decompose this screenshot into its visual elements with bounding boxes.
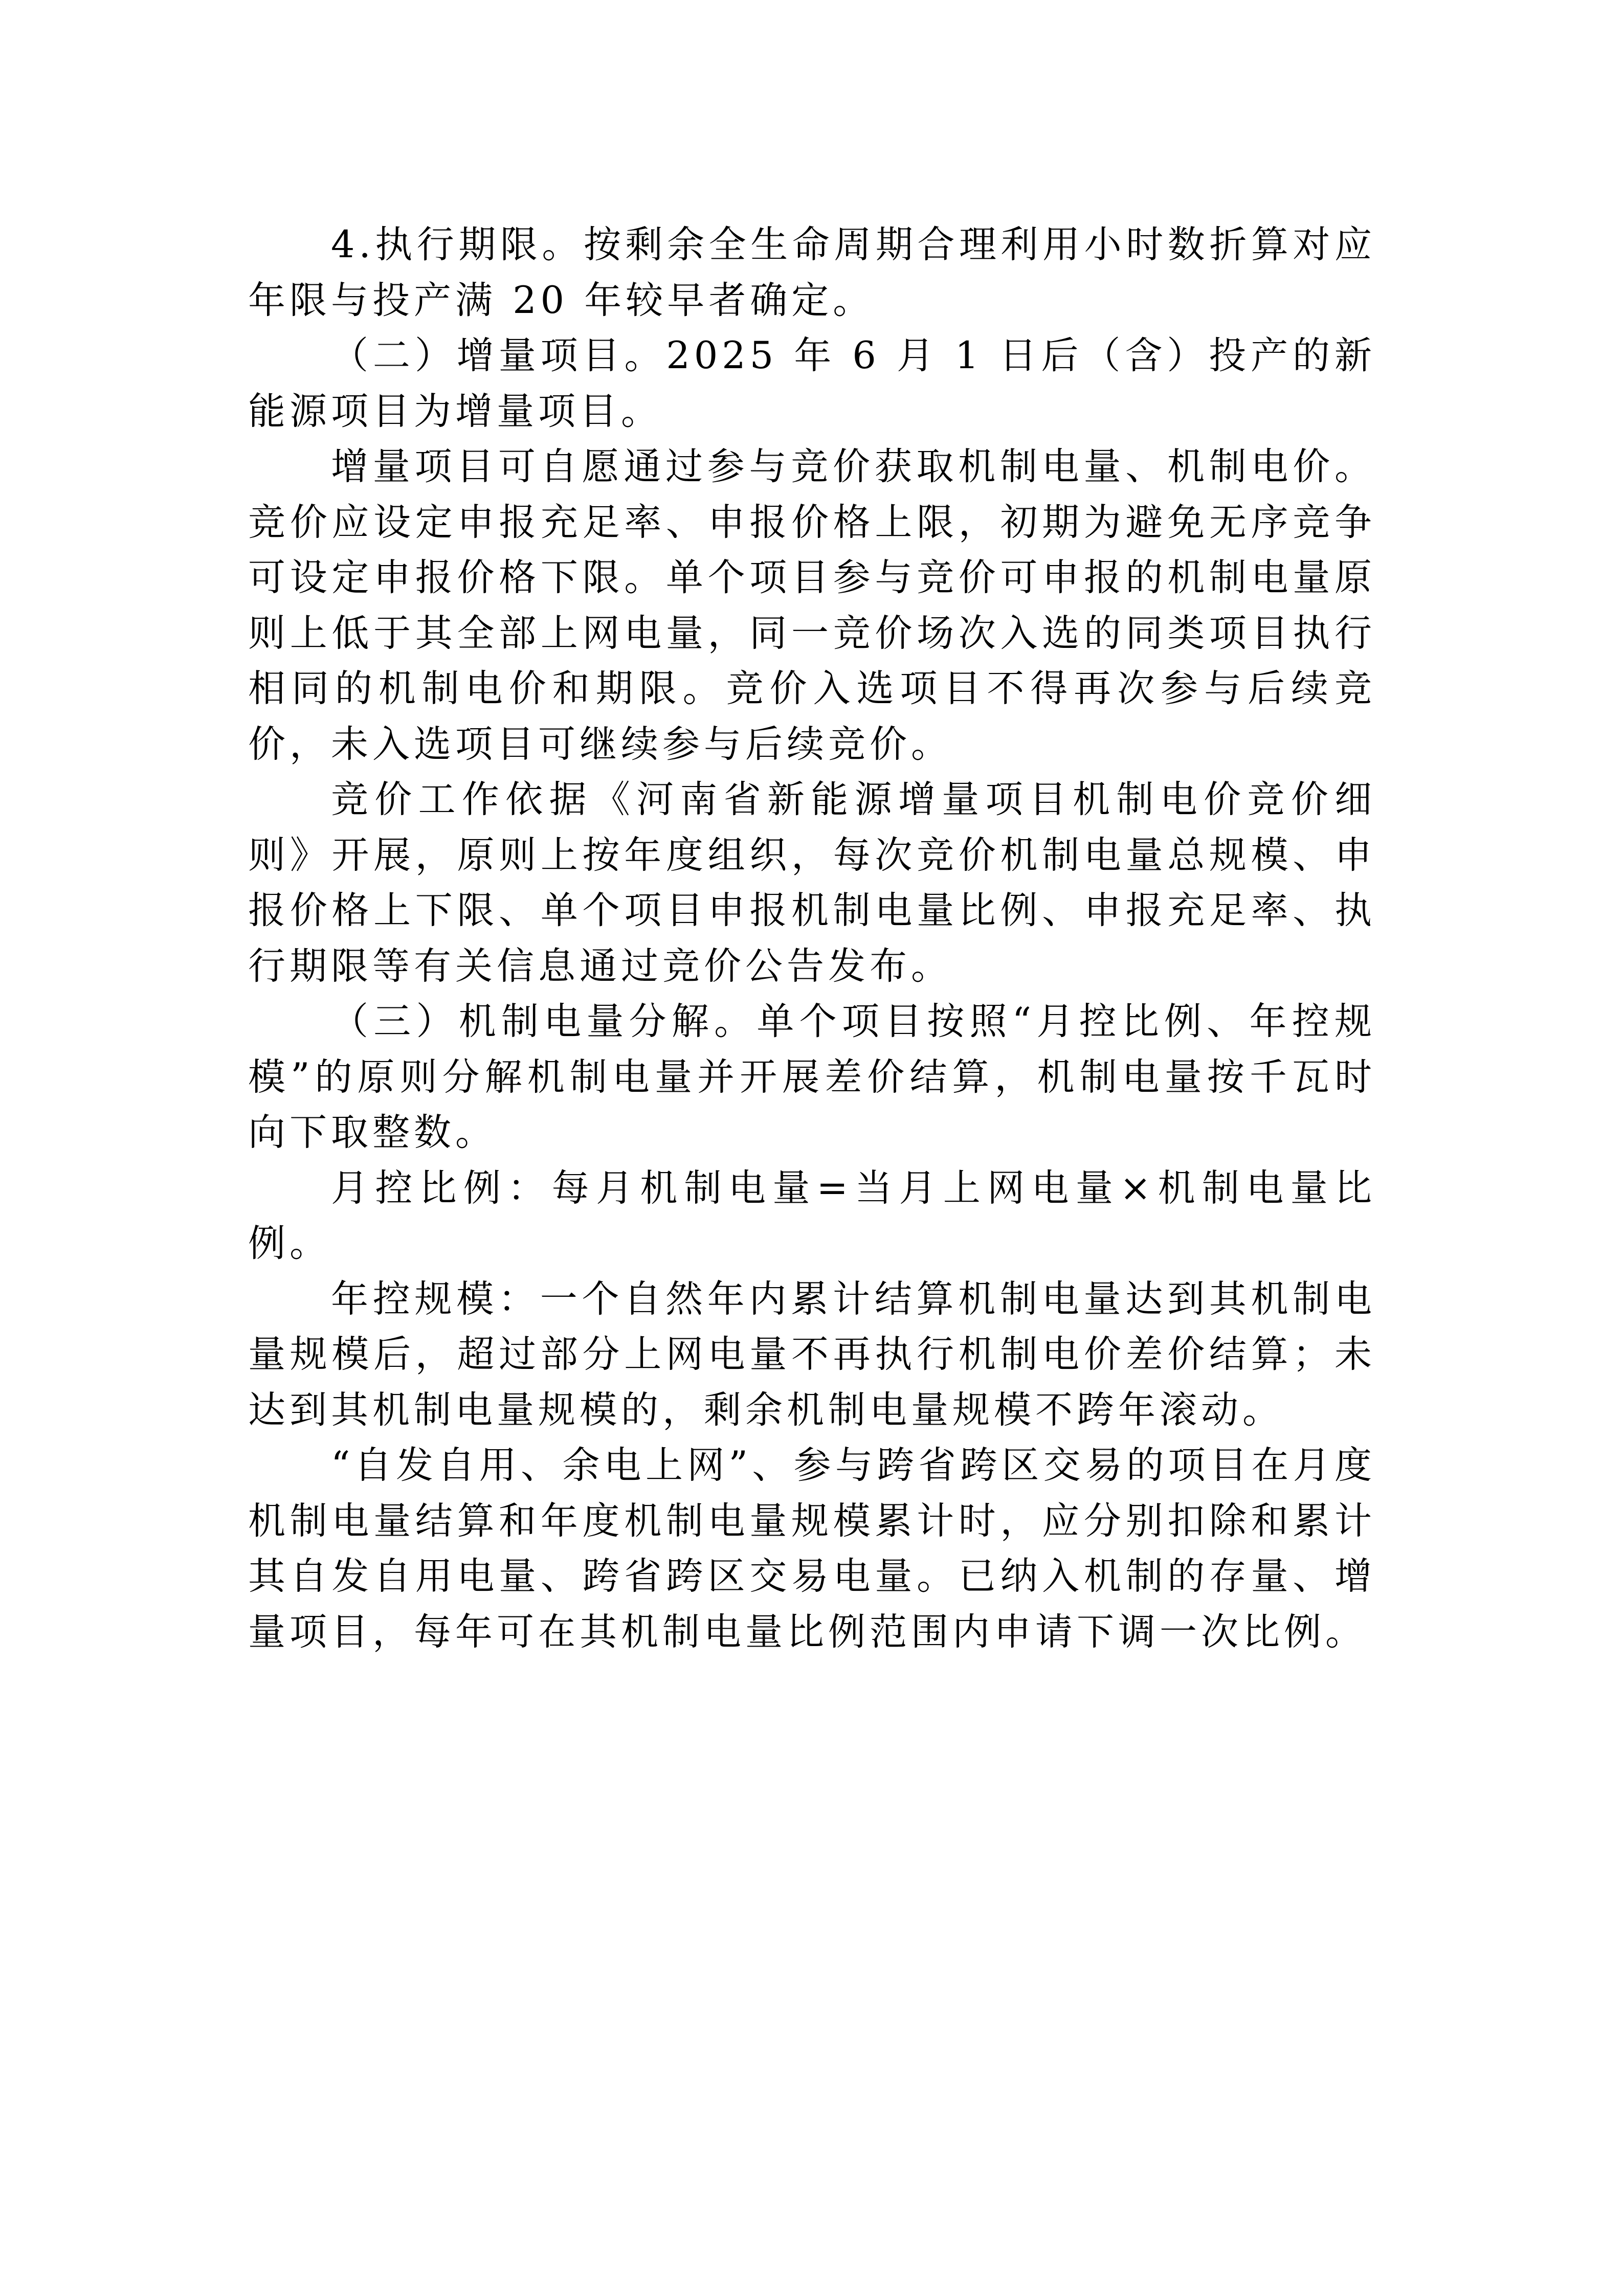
paragraph-bidding-basis: 竞价工作依据《河南省新能源增量项目机制电价竞价细则》开展，原则上按年度组织，每次竞价机制电量总规模、申报价格上下限、单个项目申报机制电量比例、申报充足率、执行期限等有关信息通过竞价公告发布。 xyxy=(248,778,1376,988)
paragraph-incremental-projects-heading: （二）增量项目。2025 年 6 月 1 日后（含）投产的新能源项目为增量项目。 xyxy=(248,334,1376,433)
paragraph-annual-scale: 年控规模：一个自然年内累计结算机制电量达到其机制电量规模后，超过部分上网电量不再执行机制电价差价结算；未达到其机制电量规模的，剩余机制电量规模不跨年滚动。 xyxy=(248,1277,1376,1432)
paragraph-bidding-rules: 增量项目可自愿通过参与竞价获取机制电量、机制电价。竞价应设定申报充足率、申报价格上限，初期为避免无序竞争可设定申报价格下限。单个项目参与竞价可申报的机制电量原则上低于其全部上网电量，同一竞价场次入选的同类项目执行相同的机制电价和期限。竞价入选项目不得再次参与后续竞价，未入选项目可继续参与后续竞价。 xyxy=(248,445,1376,766)
paragraph-self-use-cross-province: “自发自用、余电上网”、参与跨省跨区交易的项目在月度机制电量结算和年度机制电量规模累计时，应分别扣除和累计其自发自用电量、跨省跨区交易电量。已纳入机制的存量、增量项目，每年可在其机制电量比例范围内申请下调一次比例。 xyxy=(248,1444,1376,1654)
paragraph-monthly-ratio: 月控比例：每月机制电量=当月上网电量×机制电量比例。 xyxy=(248,1166,1376,1265)
paragraph-execution-period: 4.执行期限。按剩余全生命周期合理利用小时数折算对应年限与投产满 20 年较早者确定。 xyxy=(248,223,1376,322)
paragraph-mechanism-volume-decomposition-heading: （三）机制电量分解。单个项目按照“月控比例、年控规模”的原则分解机制电量并开展差价结算，机制电量按千瓦时向下取整数。 xyxy=(248,1000,1376,1154)
document-page xyxy=(248,217,1376,1660)
